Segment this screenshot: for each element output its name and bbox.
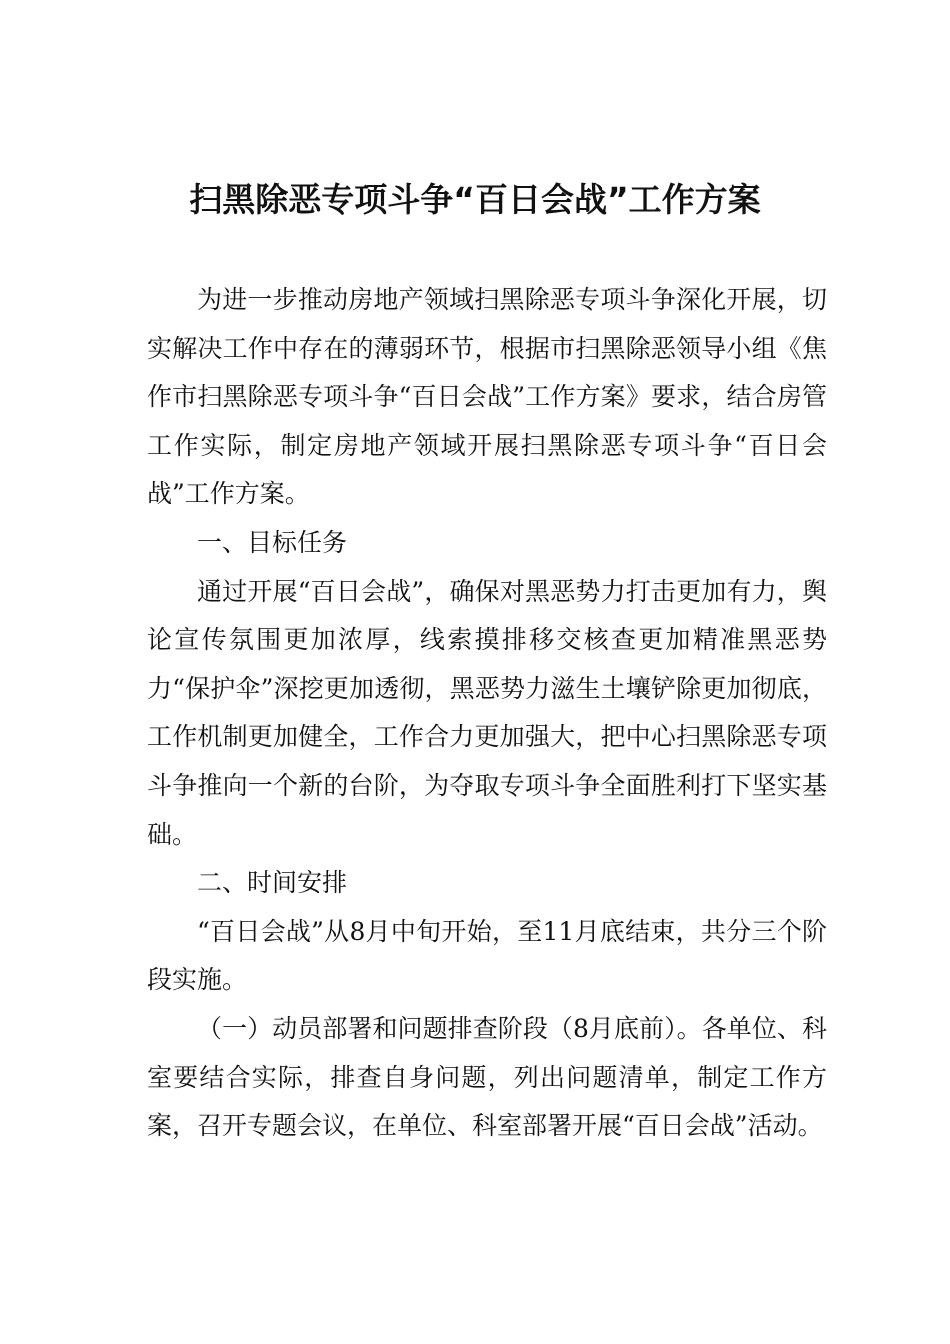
document-title: 扫黑除恶专项斗争“百日会战”工作方案 — [189, 180, 761, 219]
goals-paragraph: 通过开展“百日会战”，确保对黑恶势力打击更加有力，舆论宣传氛围更加浓厚，线索摸排移交核查更加精准黑恶势力“保护伞”深挖更加透彻，黑恶势力滋生土壤铲除更加彻底，工作机制更加健全，工作合力更加强大，把中心扫黑除恶专项斗争推向一个新的台阶，为夺取专项斗争全面胜利打下坚实基础。 — [147, 576, 827, 849]
document-body — [147, 276, 827, 1151]
schedule-paragraph: “百日会战”从8月中旬开始，至11月底结束，共分三个阶段实施。 — [147, 916, 827, 995]
intro-paragraph: 为进一步推动房地产领域扫黑除恶专项斗争深化开展，切实解决工作中存在的薄弱环节，根据市扫黑除恶领导小组《焦作市扫黑除恶专项斗争“百日会战”工作方案》要求，结合房管工作实际，制定房地产领域开展扫黑除恶专项斗争“百日会战”工作方案。 — [147, 285, 827, 509]
section-heading-goals: 一、目标任务 — [197, 527, 348, 557]
section-heading-schedule: 二、时间安排 — [197, 868, 348, 898]
phase-one-paragraph: （一）动员部署和问题排查阶段（8月底前）。各单位、科室要结合实际，排查自身问题，列出问题清单，制定工作方案，召开专题会议，在单位、科室部署开展“百日会战”活动。 — [147, 1013, 827, 1141]
